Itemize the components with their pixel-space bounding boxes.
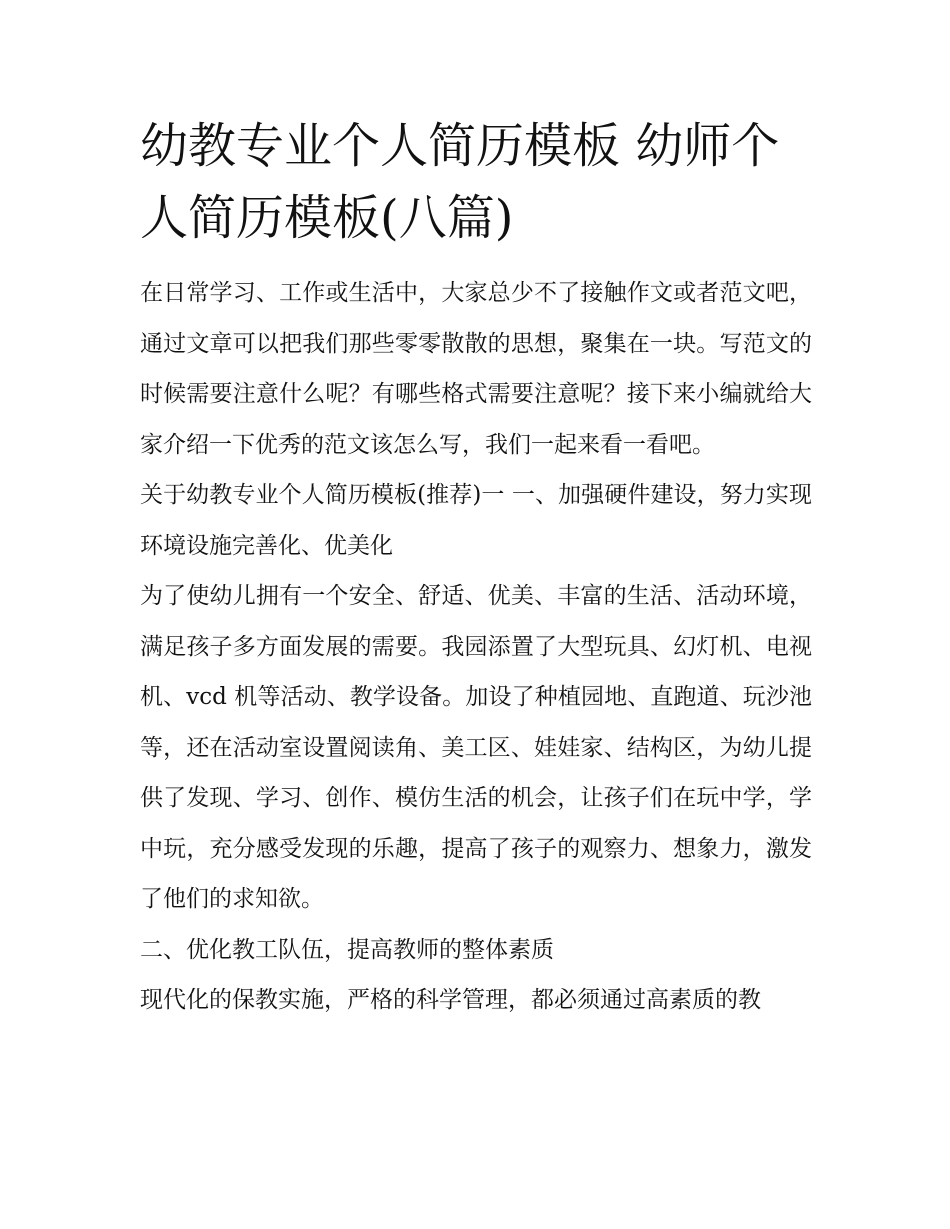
paragraph-intro: 在日常学习、工作或生活中，大家总少不了接触作文或者范文吧，通过文章可以把我们那些零零散散的思想，聚集在一块。写范文的时候需要注意什么呢？有哪些格式需要注意呢？接下来小编就给大家介绍一下优秀的范文该怎么写，我们一起来看一看吧。: [140, 280, 812, 458]
title-spacing: [140, 254, 812, 268]
document-body: [140, 110, 812, 1026]
document-title: 幼教专业个人简历模板 幼师个人简历模板(八篇): [140, 118, 780, 246]
paragraph-section-one-heading: 关于幼教专业个人简历模板(推荐)一 一、加强硬件建设，努力实现环境设施完善化、优美化: [140, 482, 812, 559]
paragraph-section-two-heading: 二、优化教工队伍，提高教师的整体素质: [140, 936, 554, 963]
paragraph-teaching-staff: 现代化的保教实施，严格的科学管理，都必须通过高素质的教: [140, 987, 761, 1013]
paragraph-environment: 为了使幼儿拥有一个安全、舒适、优美、丰富的生活、活动环境，满足孩子多方面发展的需要。我园添置了大型玩具、幻灯机、电视机、vcd 机等活动、教学设备。加设了种植园地、直跑道、玩沙池等，还在活动室设置阅读角、美工区、娃娃家、结构区，为幼儿提供了发现、学习、创作、模仿生活的机会，让孩子们在玩中学，学中玩，充分感受发现的乐趣，提高了孩子的观察力、想象力，激发了他们的求知欲。: [140, 583, 812, 912]
